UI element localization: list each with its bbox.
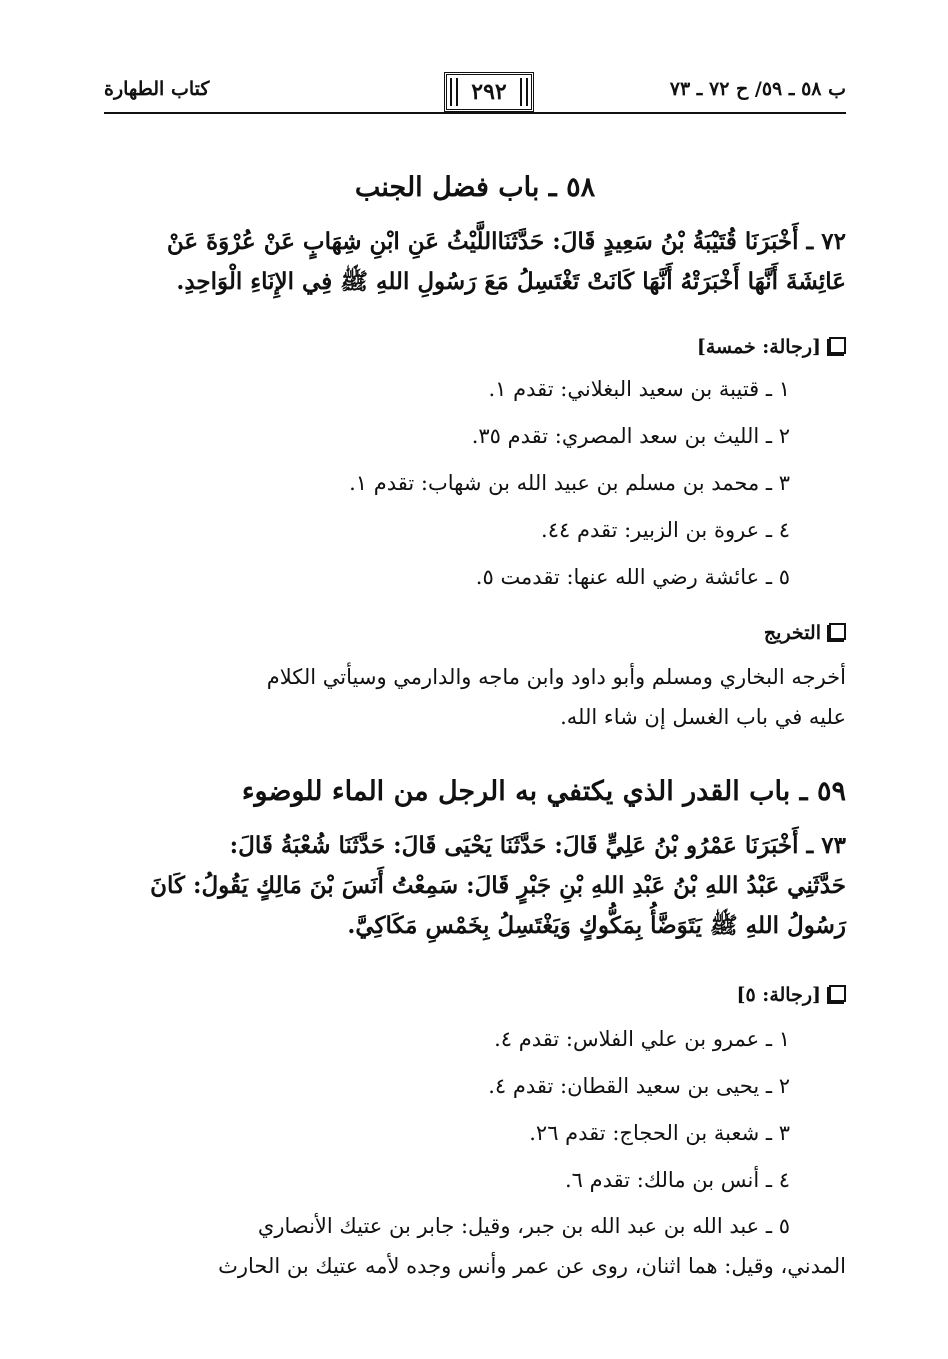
narrators-heading-label: [رجالة: ٥] bbox=[736, 984, 821, 1006]
page-header bbox=[104, 72, 846, 122]
hadith-72-line-2: عَائِشَةَ أَنَّهَا أَخْبَرَتْهُ أَنَّهَا كَانَتْ تَغْتَسِلُ مَعَ رَسُولِ اللهِ ﷺ فِي الإِنَاءِ الْوَاحِدِ. bbox=[176, 268, 846, 295]
section-58-title: ٥٨ ـ باب فضل الجنب bbox=[354, 172, 596, 203]
narrator-5-line-2: المدني، وقيل: هما اثنان، روى عن عمر وأنس وجده لأمه عتيك بن الحارث bbox=[218, 1254, 846, 1278]
hadith-73-line-1: ٧٣ ـ أَخْبَرَنَا عَمْرُو بْنُ عَلِيٍّ قَالَ: حَدَّثَنَا يَحْيَى قَالَ: حَدَّثَنَا شُعْبَةُ قَالَ: bbox=[229, 832, 846, 859]
header-divider bbox=[104, 112, 846, 114]
checkbox-square-icon bbox=[829, 985, 846, 1002]
list-item: ٤ ـ عروة بن الزبير: تقدم ٤٤. bbox=[541, 518, 790, 542]
list-item: ٣ ـ محمد بن مسلم بن عبيد الله بن شهاب: تقدم ١. bbox=[349, 471, 790, 495]
hadith-73-line-3: رَسُولُ اللهِ ﷺ يَتَوَضَّأُ بِمَكُّوكٍ وَيَغْتَسِلُ بِخَمْسِ مَكَاكِيَّ. bbox=[347, 912, 846, 939]
takhrij-heading bbox=[104, 622, 846, 644]
list-item: ٤ ـ أنس بن مالك: تقدم ٦. bbox=[564, 1168, 790, 1192]
narrators-heading-73 bbox=[104, 984, 846, 1006]
hadith-73 bbox=[104, 826, 846, 946]
chapter-reference: ب ٥٨ ـ ٥٩/ ح ٧٢ ـ ٧٣ bbox=[669, 78, 846, 100]
takhrij-line-1: أخرجه البخاري ومسلم وأبو داود وابن ماجه والدارمي وسيأتي الكلام bbox=[266, 665, 846, 689]
takhrij-heading-label: التخريج bbox=[763, 622, 821, 644]
section-59-title: ٥٩ ـ باب القدر الذي يكتفي به الرجل من الماء للوضوء bbox=[241, 776, 846, 807]
takhrij-text bbox=[104, 657, 846, 737]
checkbox-square-icon bbox=[829, 337, 846, 354]
list-item: ١ ـ عمرو بن علي الفلاس: تقدم ٤. bbox=[494, 1027, 790, 1051]
takhrij-line-2: عليه في باب الغسل إن شاء الله. bbox=[560, 705, 846, 729]
list-item: ٥ ـ عائشة رضي الله عنها: تقدمت ٥. bbox=[475, 565, 790, 589]
hadith-73-line-2: حَدَّثَنِي عَبْدُ اللهِ بْنُ عَبْدِ اللهِ بْنِ جَبْرٍ قَالَ: سَمِعْتُ أَنَسَ بْنَ مَالِكٍ يَقُولُ: كَانَ bbox=[150, 872, 846, 899]
book-title: كتاب الطهارة bbox=[104, 78, 210, 100]
list-item: ٢ ـ يحيى بن سعيد القطان: تقدم ٤. bbox=[488, 1074, 790, 1098]
narrator-5-line-1: ٥ ـ عبد الله بن عبد الله بن جبر، وقيل: جابر بن عتيك الأنصاري bbox=[257, 1214, 790, 1238]
hadith-72-line-1: ٧٢ ـ أَخْبَرَنَا قُتَيْبَةُ بْنُ سَعِيدٍ قَالَ: حَدَّثَنَااللَّيْثُ عَنِ ابْنِ شِهَابٍ عَنْ عُرْوَةَ عَنْ bbox=[166, 228, 846, 255]
hadith-72 bbox=[104, 222, 846, 302]
narrators-list-73 bbox=[104, 1016, 790, 1204]
narrators-heading-72 bbox=[104, 336, 846, 358]
narrators-heading-label: [رجالة: خمسة] bbox=[696, 336, 821, 358]
list-item: ٣ ـ شعبة بن الحجاج: تقدم ٢٦. bbox=[529, 1121, 790, 1145]
page-number: ٢٩٢ bbox=[444, 72, 534, 112]
list-item: ٢ ـ الليث بن سعد المصري: تقدم ٣٥. bbox=[471, 424, 790, 448]
list-item: ١ ـ قتيبة بن سعيد البغلاني: تقدم ١. bbox=[488, 377, 790, 401]
narrators-list-72 bbox=[104, 366, 790, 601]
narrator-5-entry bbox=[104, 1206, 846, 1286]
checkbox-square-icon bbox=[829, 623, 846, 640]
